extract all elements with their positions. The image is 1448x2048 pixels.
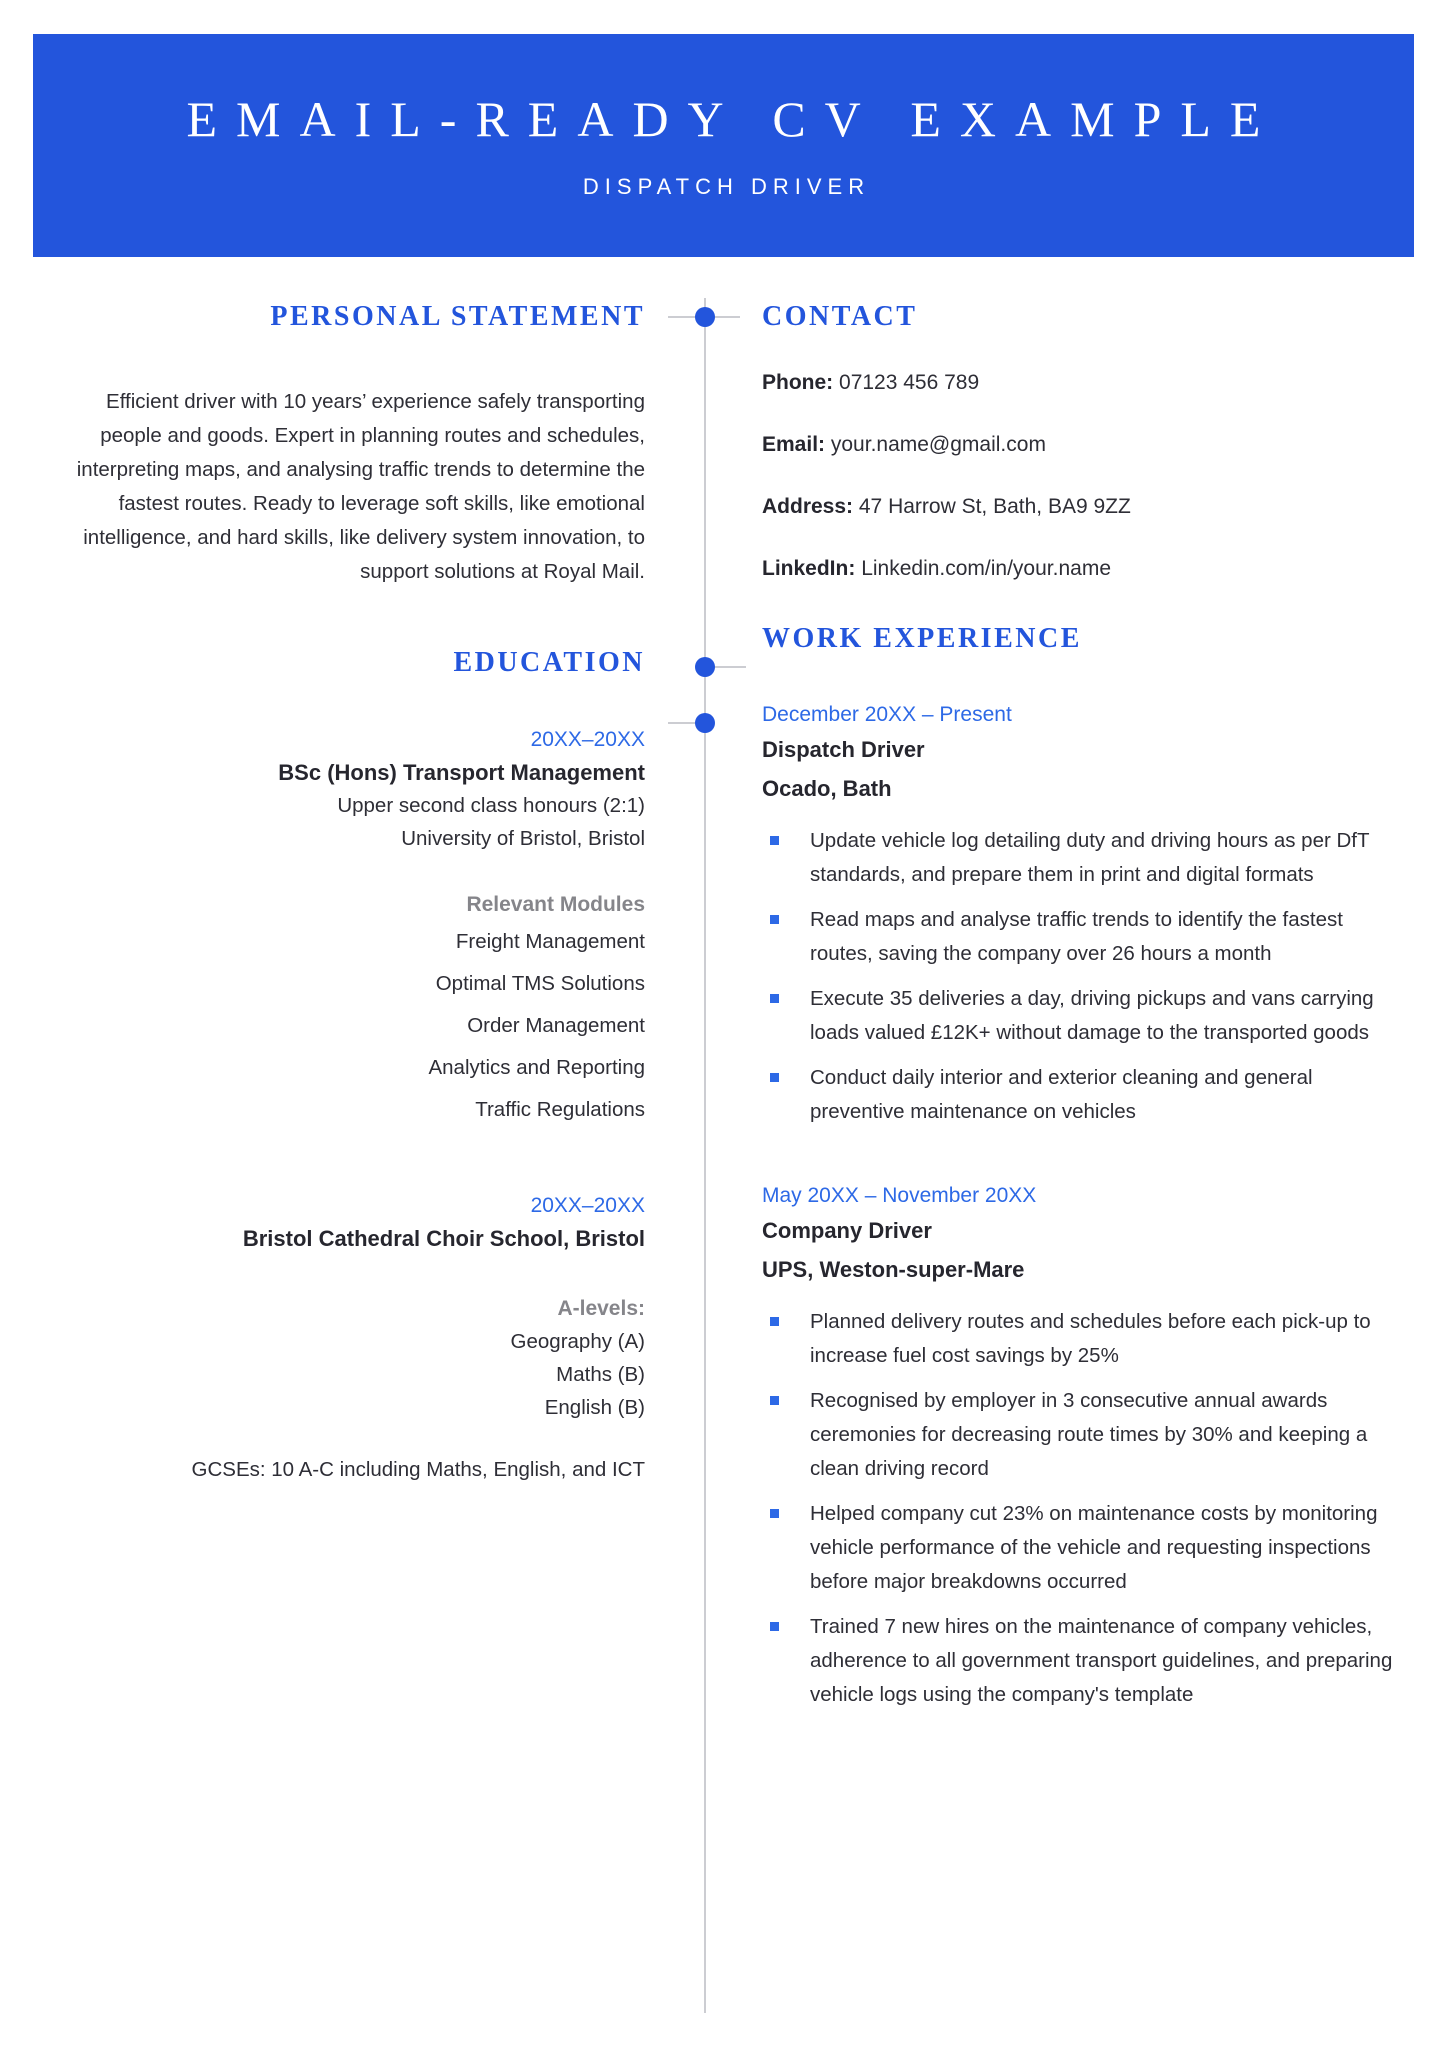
work-experience-heading: WORK EXPERIENCE (762, 623, 1082, 654)
contact-address-value: 47 Harrow St, Bath, BA9 9ZZ (858, 495, 1131, 518)
job-bullet: Conduct daily interior and exterior cleaning and general preventive maintenance on vehicles (762, 1061, 1394, 1129)
contact-linkedin-value: Linkedin.com/in/your.name (861, 557, 1111, 580)
education-school: Bristol Cathedral Choir School, Bristol (242, 1226, 645, 1251)
module-item: Traffic Regulations (475, 1098, 645, 1121)
contact-phone-label: Phone: (762, 371, 834, 394)
module-item: Analytics and Reporting (428, 1056, 645, 1079)
job-bullet: Trained 7 new hires on the maintenance of company vehicles, adherence to all government transport guidelines, and preparing vehicle logs using the company's template (762, 1610, 1394, 1712)
contact-phone-value: 07123 456 789 (839, 371, 980, 394)
gcse-line: GCSEs: 10 A-C including Maths, English, and ICT (191, 1458, 645, 1481)
job-bullet: Helped company cut 23% on maintenance costs by monitoring vehicle performance of the vehicle and requesting inspections before major breakdowns occurred (762, 1497, 1394, 1599)
job-title: Company Driver (762, 1218, 932, 1243)
job-bullet: Read maps and analyse traffic trends to identify the fastest routes, saving the company over 26 hours a month (762, 903, 1394, 971)
contact-address-label: Address: (762, 495, 854, 518)
a-levels-list (75, 1325, 645, 1424)
personal-statement-heading: PERSONAL STATEMENT (270, 301, 645, 332)
contact-linkedin-label: LinkedIn: (762, 557, 856, 580)
left-column (75, 300, 645, 1486)
job-entry (762, 1181, 1394, 1712)
job-entry (762, 700, 1394, 1129)
contact-list (762, 370, 1394, 582)
a-level-item: English (B) (544, 1396, 645, 1419)
contact-address (762, 494, 1394, 520)
personal-statement-text: Efficient driver with 10 years’ experience safely transporting people and goods. Expert in planning routes and schedules, interpreting maps, and analysing traffic trends to determine the fastest routes. Ready to leverage soft skills, like emotional intelligence, and hard skills, like delivery system innovation, to support solutions at Royal Mail. (76, 390, 645, 583)
contact-email (762, 432, 1394, 458)
education-honours: Upper second class honours (2:1) (337, 794, 645, 817)
contact-phone (762, 370, 1394, 396)
modules-list (75, 921, 645, 1131)
contact-linkedin (762, 556, 1394, 582)
timeline-dot-contact (695, 307, 715, 327)
education-dates: 20XX–20XX (530, 728, 645, 751)
job-company: UPS, Weston-super-Mare (762, 1257, 1025, 1282)
right-column (762, 300, 1394, 1723)
job-bullet-list (762, 824, 1394, 1129)
job-dates: December 20XX – Present (762, 703, 1012, 726)
a-levels-label: A-levels: (557, 1297, 645, 1320)
contact-email-value: your.name@gmail.com (830, 433, 1046, 456)
education-entry (75, 725, 645, 1131)
timeline-line (704, 298, 706, 2013)
module-item: Optimal TMS Solutions (435, 972, 645, 995)
job-dates: May 20XX – November 20XX (762, 1184, 1037, 1207)
cv-title: EMAIL-READY CV EXAMPLE (186, 91, 1280, 147)
a-level-item: Geography (A) (510, 1330, 645, 1353)
education-heading: EDUCATION (453, 647, 645, 678)
education-entry (75, 1191, 645, 1486)
education-dates: 20XX–20XX (530, 1194, 645, 1217)
cv-subtitle: DISPATCH DRIVER (582, 174, 871, 199)
cv-header-banner (33, 34, 1414, 257)
module-item: Freight Management (455, 930, 645, 953)
contact-email-label: Email: (762, 433, 826, 456)
job-bullet: Planned delivery routes and schedules before each pick-up to increase fuel cost savings by 25% (762, 1305, 1394, 1373)
relevant-modules-label: Relevant Modules (466, 893, 645, 916)
job-bullet-list (762, 1305, 1394, 1712)
education-university: University of Bristol, Bristol (401, 827, 645, 850)
education-degree: BSc (Hons) Transport Management (278, 760, 645, 785)
contact-heading: CONTACT (762, 301, 918, 332)
timeline-dot-education (695, 713, 715, 733)
a-level-item: Maths (B) (556, 1363, 645, 1386)
module-item: Order Management (467, 1014, 645, 1037)
job-bullet: Execute 35 deliveries a day, driving pickups and vans carrying loads valued £12K+ without damage to the transported goods (762, 982, 1394, 1050)
timeline-dot-work (695, 657, 715, 677)
job-bullet: Update vehicle log detailing duty and driving hours as per DfT standards, and prepare them in print and digital formats (762, 824, 1394, 892)
job-bullet: Recognised by employer in 3 consecutive annual awards ceremonies for decreasing route times by 30% and keeping a clean driving record (762, 1384, 1394, 1486)
job-title: Dispatch Driver (762, 737, 925, 762)
job-company: Ocado, Bath (762, 776, 892, 801)
